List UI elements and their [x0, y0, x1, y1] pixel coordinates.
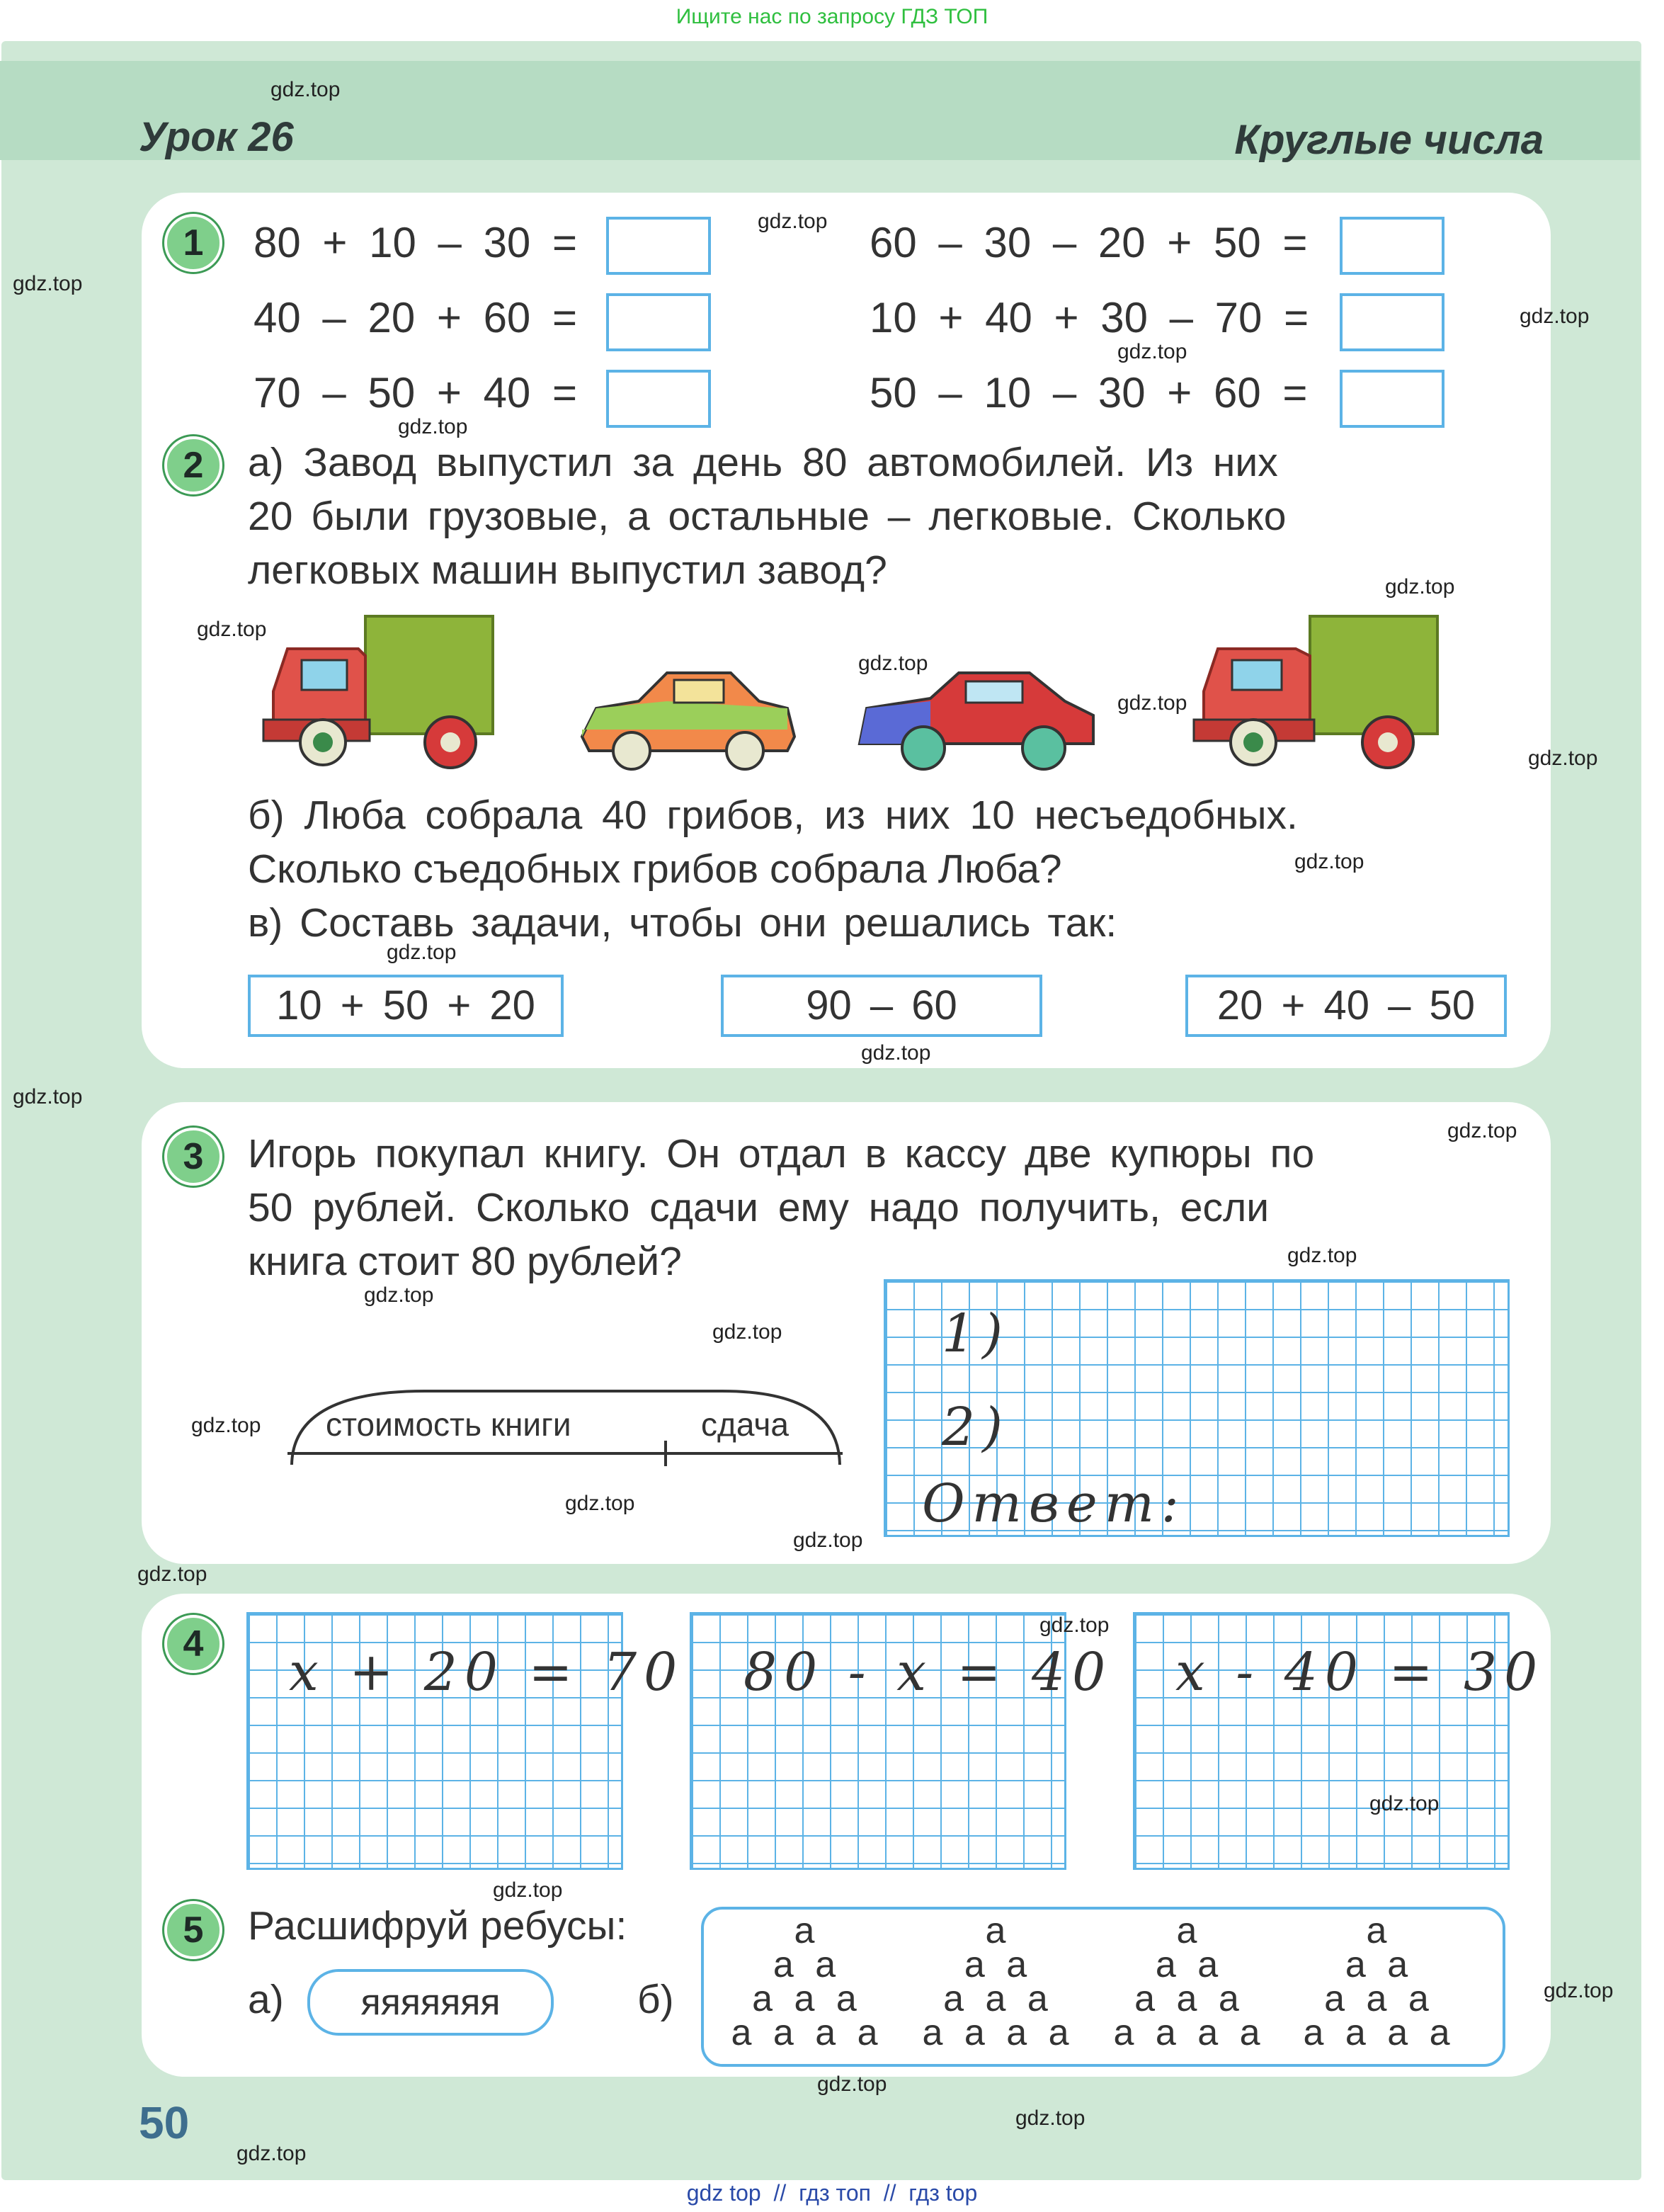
watermark: gdz.top	[13, 1085, 83, 1108]
task-4-equation-2: 80 - x = 40	[743, 1642, 1113, 1703]
watermark: gdz.top	[861, 1041, 931, 1065]
watermark: gdz.top	[1385, 575, 1455, 599]
task-1-number: 1	[164, 214, 222, 272]
task-1-expr-left-2: 40 – 20 + 60 =	[253, 294, 578, 341]
rebus-b-box	[701, 1907, 1505, 2067]
watermark: gdz.top	[1528, 747, 1598, 770]
watermark: gdz.top	[758, 210, 828, 233]
watermark: gdz.top	[493, 1878, 563, 1902]
watermark: gdz.top	[1117, 340, 1187, 363]
task-5-prompt: Расшифруй ребусы:	[248, 1903, 627, 1949]
watermark: gdz.top	[197, 618, 267, 641]
segment-label-book-cost: стоимость книги	[326, 1406, 571, 1443]
watermark: gdz.top	[1294, 850, 1364, 873]
watermark: gdz.top	[1117, 691, 1187, 715]
task-3-hand-step-1: 1)	[942, 1303, 1010, 1364]
task-2b-line-1: б) Люба собрала 40 грибов, из них 10 несъедобных.	[248, 793, 1298, 838]
watermark: gdz.top	[793, 1528, 863, 1552]
task-5b-label: б)	[637, 1977, 674, 2022]
watermark: gdz.top	[13, 272, 83, 295]
task-3-line-2: 50 рублей. Сколько сдачи ему надо получить, если	[248, 1185, 1270, 1230]
watermark: gdz.top	[191, 1414, 261, 1437]
task-4-equation-1: x + 20 = 70	[289, 1642, 685, 1703]
task-3-hand-answer: Ответ:	[922, 1473, 1186, 1534]
car-illustration-2	[853, 659, 1100, 772]
rebus-pyramid-4: а а а а а а а а а а	[1303, 1910, 1456, 2053]
task-1-expr-right-3: 50 – 10 – 30 + 60 =	[870, 369, 1308, 416]
task-1-answer-box-1[interactable]	[606, 217, 711, 275]
task-2-number: 2	[164, 436, 222, 494]
watermark: gdz.top	[712, 1320, 782, 1344]
task-2a-line-3: легковых машин выпустил завод?	[248, 548, 887, 593]
top-banner[interactable]	[0, 0, 1664, 37]
watermark: gdz.top	[565, 1492, 635, 1515]
truck-illustration-2	[1190, 613, 1444, 769]
task-1-answer-box-2[interactable]	[606, 293, 711, 351]
rebus-a-box: яяяяяяя	[307, 1969, 554, 2036]
rebus-pyramid-2: а а а а а а а а а а	[922, 1910, 1075, 2053]
task-2-formula-box-3: 20 + 40 – 50	[1185, 975, 1507, 1037]
top-banner-text[interactable]: Ищите нас по запросу ГДЗ ТОП	[676, 5, 988, 28]
watermark: gdz.top	[137, 1562, 207, 1586]
footer-links[interactable]	[0, 2180, 1664, 2206]
rebus-pyramid-3: а а а а а а а а а а	[1113, 1910, 1266, 2053]
lesson-number: Урок 26	[139, 114, 294, 160]
task-2v-line: в) Составь задачи, чтобы они решались так:	[248, 900, 1117, 946]
watermark: gdz.top	[1287, 1244, 1357, 1267]
task-3-hand-step-2: 2)	[942, 1397, 1010, 1458]
task-1-expr-left-3: 70 – 50 + 40 =	[253, 369, 578, 416]
task-1-answer-box-5[interactable]	[1340, 293, 1444, 351]
task-5a-label: а)	[248, 1977, 284, 2022]
task-3-number: 3	[164, 1128, 222, 1186]
task-2a-line-1: а) Завод выпустил за день 80 автомобилей. Из них	[248, 440, 1278, 485]
car-illustration-1	[575, 659, 802, 772]
task-1-expr-right-1: 60 – 30 – 20 + 50 =	[870, 219, 1308, 266]
watermark: gdz.top	[270, 78, 341, 101]
segment-label-change: сдача	[701, 1406, 789, 1443]
task-2-formula-box-1: 10 + 50 + 20	[248, 975, 564, 1037]
task-2b-line-2: Сколько съедобных грибов собрала Люба?	[248, 846, 1062, 892]
task-1-answer-box-4[interactable]	[1340, 217, 1444, 275]
task-3-line-1: Игорь покупал книгу. Он отдал в кассу две купюры по	[248, 1131, 1315, 1176]
task-1-expr-left-1: 80 + 10 – 30 =	[253, 219, 578, 266]
task-1-expr-right-2: 10 + 40 + 30 – 70 =	[870, 294, 1309, 341]
footer-text[interactable]: gdz top // гдз топ // гдз top	[686, 2180, 978, 2206]
watermark: gdz.top	[1369, 1792, 1440, 1815]
task-2-formula-box-2: 90 – 60	[721, 975, 1042, 1037]
watermark: gdz.top	[398, 415, 468, 438]
task-2a-line-2: 20 были грузовые, а остальные – легковые. Сколько	[248, 494, 1287, 539]
watermark: gdz.top	[387, 941, 457, 964]
lesson-title: Круглые числа	[1234, 117, 1544, 163]
watermark: gdz.top	[364, 1283, 434, 1307]
rebus-pyramid-1: а а а а а а а а а а	[731, 1910, 884, 2053]
watermark: gdz.top	[1447, 1119, 1517, 1142]
task-4-number: 4	[164, 1615, 222, 1673]
watermark: gdz.top	[237, 2142, 307, 2165]
watermark: gdz.top	[1544, 1979, 1614, 2002]
watermark: gdz.top	[1520, 305, 1590, 328]
task-4-equation-3: x - 40 = 30	[1175, 1642, 1545, 1703]
watermark: gdz.top	[858, 652, 928, 675]
task-3-line-3: книга стоит 80 рублей?	[248, 1239, 682, 1284]
watermark: gdz.top	[817, 2072, 887, 2096]
task-1-answer-box-3[interactable]	[606, 370, 711, 428]
page-number: 50	[139, 2097, 190, 2148]
watermark: gdz.top	[1039, 1613, 1110, 1637]
task-5-number: 5	[164, 1901, 222, 1959]
task-1-answer-box-6[interactable]	[1340, 370, 1444, 428]
truck-illustration-1	[259, 613, 514, 769]
watermark: gdz.top	[1015, 2106, 1085, 2130]
